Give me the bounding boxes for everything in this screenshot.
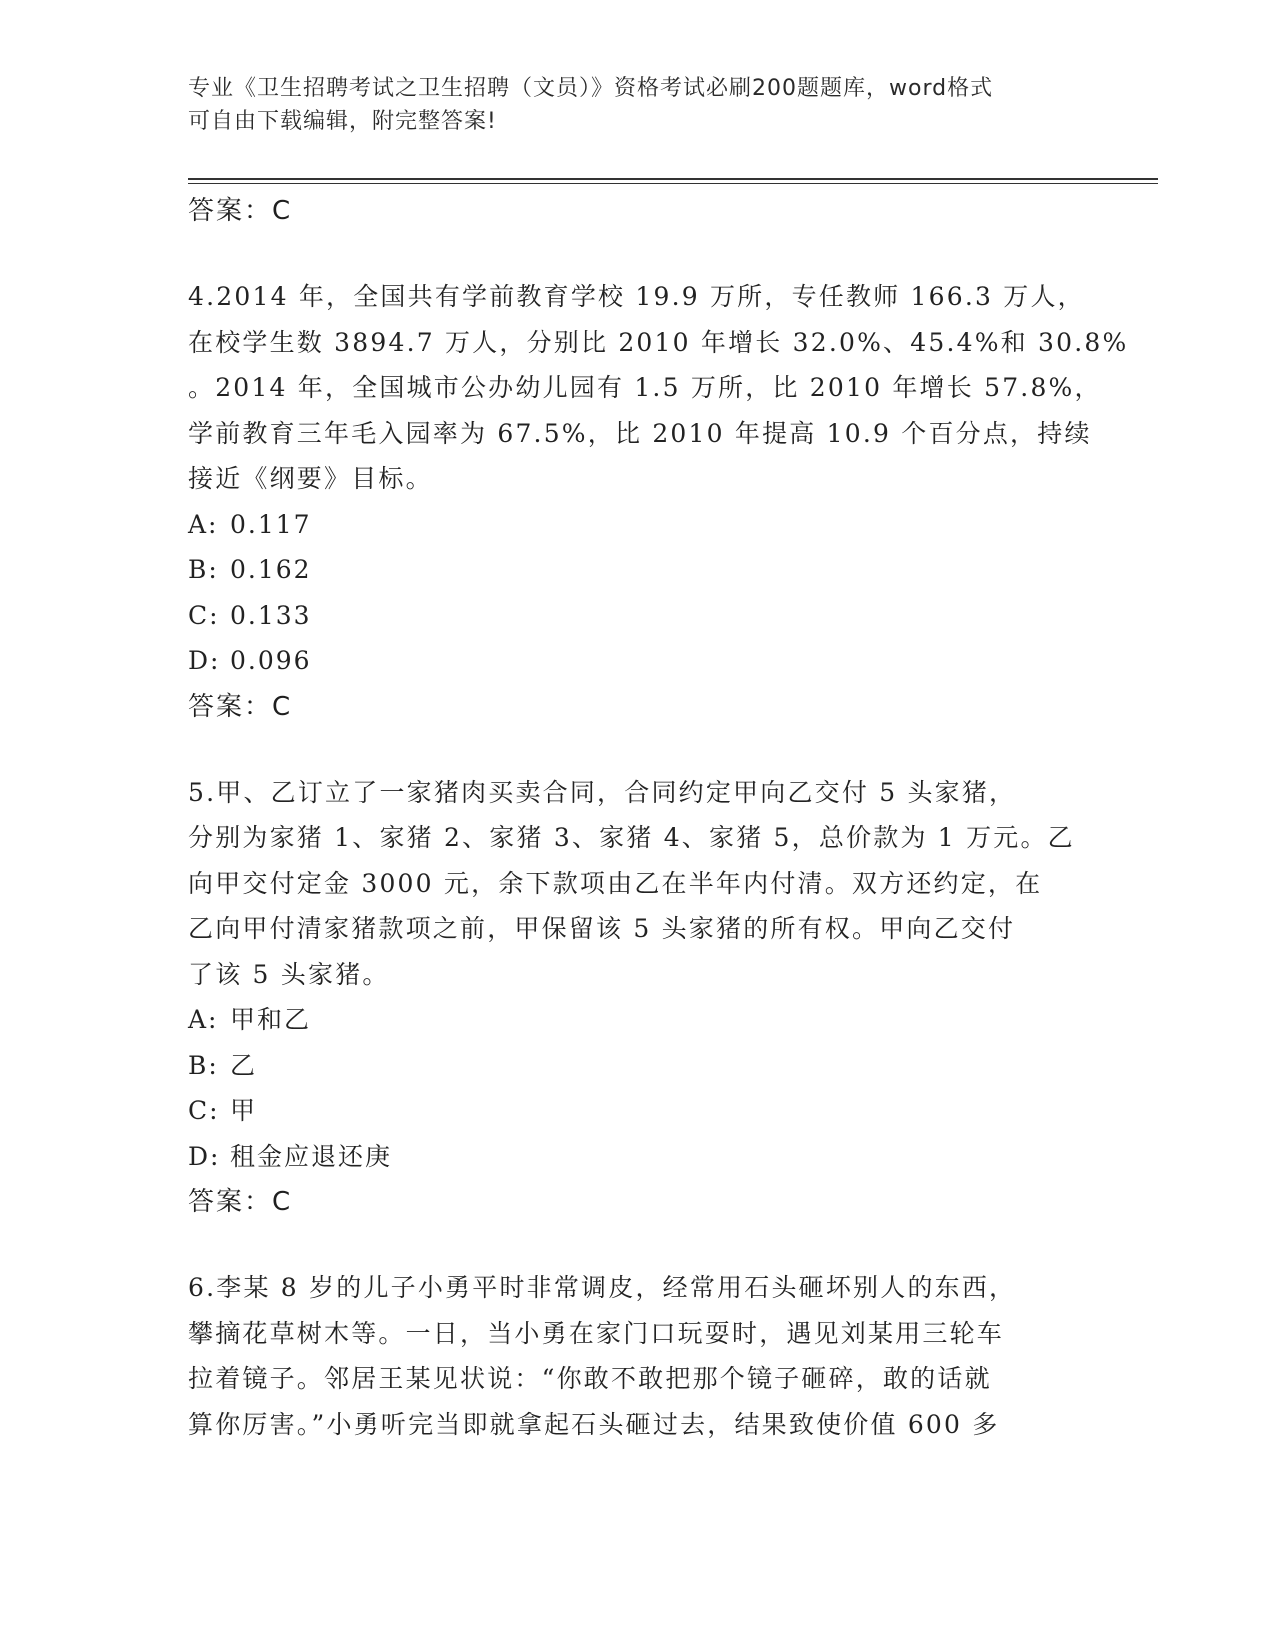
option-a (188, 502, 1088, 548)
stem-line: 4.2014 年，全国共有学前教育学校 19.9 万所，专任教师 166.3 万人， (188, 282, 1085, 311)
stem-line: 在校学生数 3894.7 万人，分别比 2010 年增长 32.0%、45.4%和 30.8% (188, 327, 1129, 357)
header-title-line-2: 可自由下载编辑，附完整答案! (188, 109, 497, 134)
question-5 (188, 770, 1088, 1226)
option-text: 甲 (230, 1096, 258, 1125)
document-header (188, 72, 1088, 138)
stem-line: 乙向甲付清家猪款项之前，甲保留该 5 头家猪的所有权。甲向乙交付 (188, 914, 1016, 943)
stem-line: 分别为家猪 1、家猪 2、家猪 3、家猪 4、家猪 5，总价款为 1 万元。乙 (188, 823, 1075, 852)
question-stem (188, 1265, 1088, 1447)
option-text: 0.096 (230, 646, 312, 675)
stem-line: 拉着镜子。邻居王某见状说：“你敢不敢把那个镜子砸碎，敢的话就 (188, 1364, 992, 1393)
option-key: B: (188, 555, 219, 584)
option-text: 甲和乙 (230, 1005, 312, 1034)
stem-line: 了该 5 头家猪。 (188, 959, 390, 989)
stem-line: 。2014 年，全国城市公办幼儿园有 1.5 万所，比 2010 年增长 57.8%， (188, 373, 1102, 402)
option-text: 乙 (230, 1050, 258, 1080)
option-key: B: (188, 1050, 219, 1080)
stem-line: 接近《纲要》目标。 (188, 464, 433, 493)
option-key: C: (188, 600, 220, 630)
option-c (188, 1088, 1088, 1134)
block-spacer (188, 730, 1088, 770)
option-text: 0.162 (230, 555, 312, 584)
header-title-line-1: 专业《卫生招聘考试之卫生招聘（文员）》资格考试必刷200题题库，word格式 (188, 76, 994, 101)
option-d (188, 638, 1088, 684)
answer-line: 答案：C (188, 196, 293, 226)
option-key: C: (188, 1096, 220, 1125)
question-stem (188, 274, 1129, 502)
document-body (188, 188, 1129, 1447)
option-key: A: (188, 509, 219, 539)
question-6 (188, 1265, 1088, 1447)
question-stem (188, 770, 1088, 998)
stem-line: 向甲交付定金 3000 元，余下款项由乙在半年内付清。双方还约定，在 (188, 868, 1043, 898)
answer-line: 答案：C (188, 1187, 293, 1217)
option-text: 租金应退还庚 (230, 1141, 393, 1171)
stem-line: 5.甲、乙订立了一家猪肉买卖合同，合同约定甲向乙交付 5 头家猪， (188, 777, 1017, 807)
option-a (188, 997, 1088, 1043)
stem-line: 学前教育三年毛入园率为 67.5%，比 2010 年提高 10.9 个百分点，持续 (188, 418, 1092, 448)
option-b (188, 1043, 1088, 1089)
option-key: D: (188, 1141, 221, 1171)
option-key: A: (188, 1005, 219, 1034)
option-c (188, 593, 1088, 639)
block-spacer (188, 1225, 1088, 1265)
header-divider (188, 178, 1158, 180)
option-text: 0.133 (230, 600, 312, 630)
option-text: 0.117 (230, 509, 312, 539)
question-4 (188, 274, 1129, 730)
answer-line: 答案：C (188, 691, 293, 722)
stem-line: 算你厉害。”小勇听完当即就拿起石头砸过去，结果致使价值 600 多 (188, 1409, 1000, 1439)
option-d (188, 1134, 1088, 1180)
option-key: D: (188, 646, 221, 675)
stem-line: 6.李某 8 岁的儿子小勇平时非常调皮，经常用石头砸坏别人的东西， (188, 1273, 1017, 1302)
stem-line: 攀摘花草树木等。一日，当小勇在家门口玩耍时，遇见刘某用三轮车 (188, 1318, 1005, 1348)
header-divider-thin (188, 183, 1158, 184)
block-spacer (188, 234, 1088, 274)
option-b (188, 547, 1088, 593)
